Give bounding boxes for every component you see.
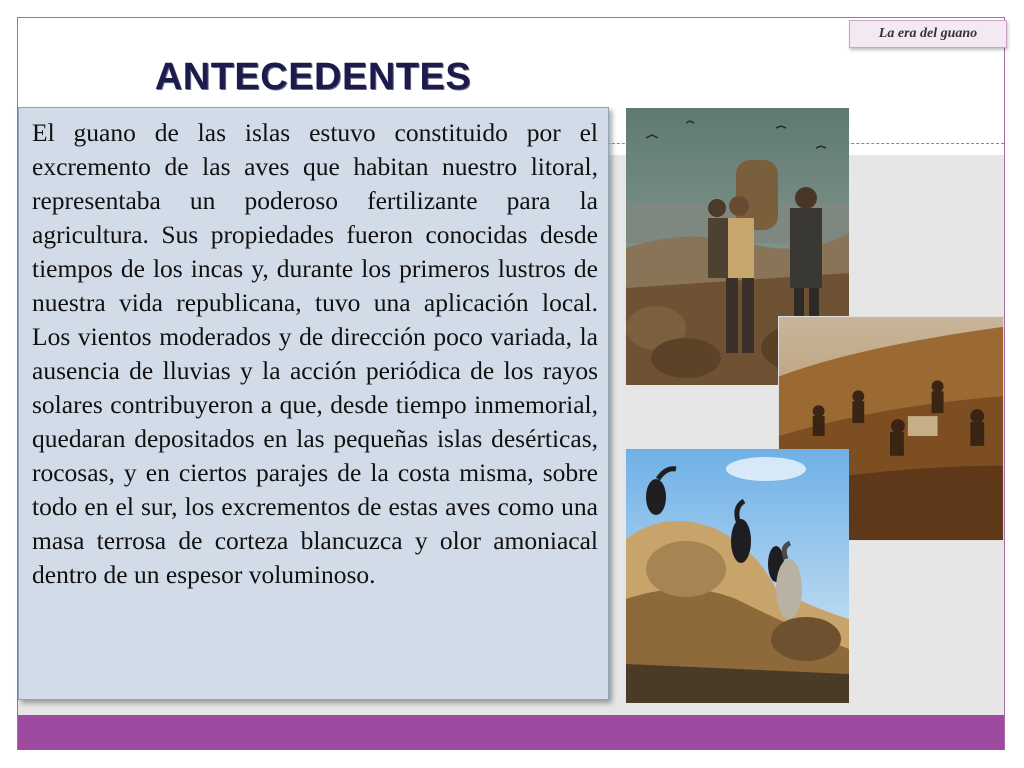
footer-bar bbox=[18, 715, 1004, 750]
slide-title: ANTECEDENTES bbox=[154, 56, 472, 98]
text-panel bbox=[18, 107, 609, 700]
photo-seabirds-rocks bbox=[626, 449, 849, 703]
body-paragraph: El guano de las islas estuvo constituido por el excremento de las aves que habitan nuestro litoral, representaba un poderoso fertilizante para la agricultura. Sus propiedades fueron conocidas desde tiempos de los incas y, durante los primeros lustros de nuestra vida republicana, tuvo una aplicación local. Los vientos moderados y de dirección poco variada, la ausencia de lluvias y la acción periódica de los rayos solares contribuyeron a que, desde tiempo inmemorial, quedaran depositados en las pequeñas islas desérticas, rocosas, y en ciertos parajes de la costa misma, sobre todo en el sur, los excrementos de estas aves como una masa terrosa de corteza blancuzca y olor amoniacal dentro de un espesor voluminoso. bbox=[32, 118, 598, 589]
section-tag: La era del guano bbox=[849, 20, 1007, 48]
